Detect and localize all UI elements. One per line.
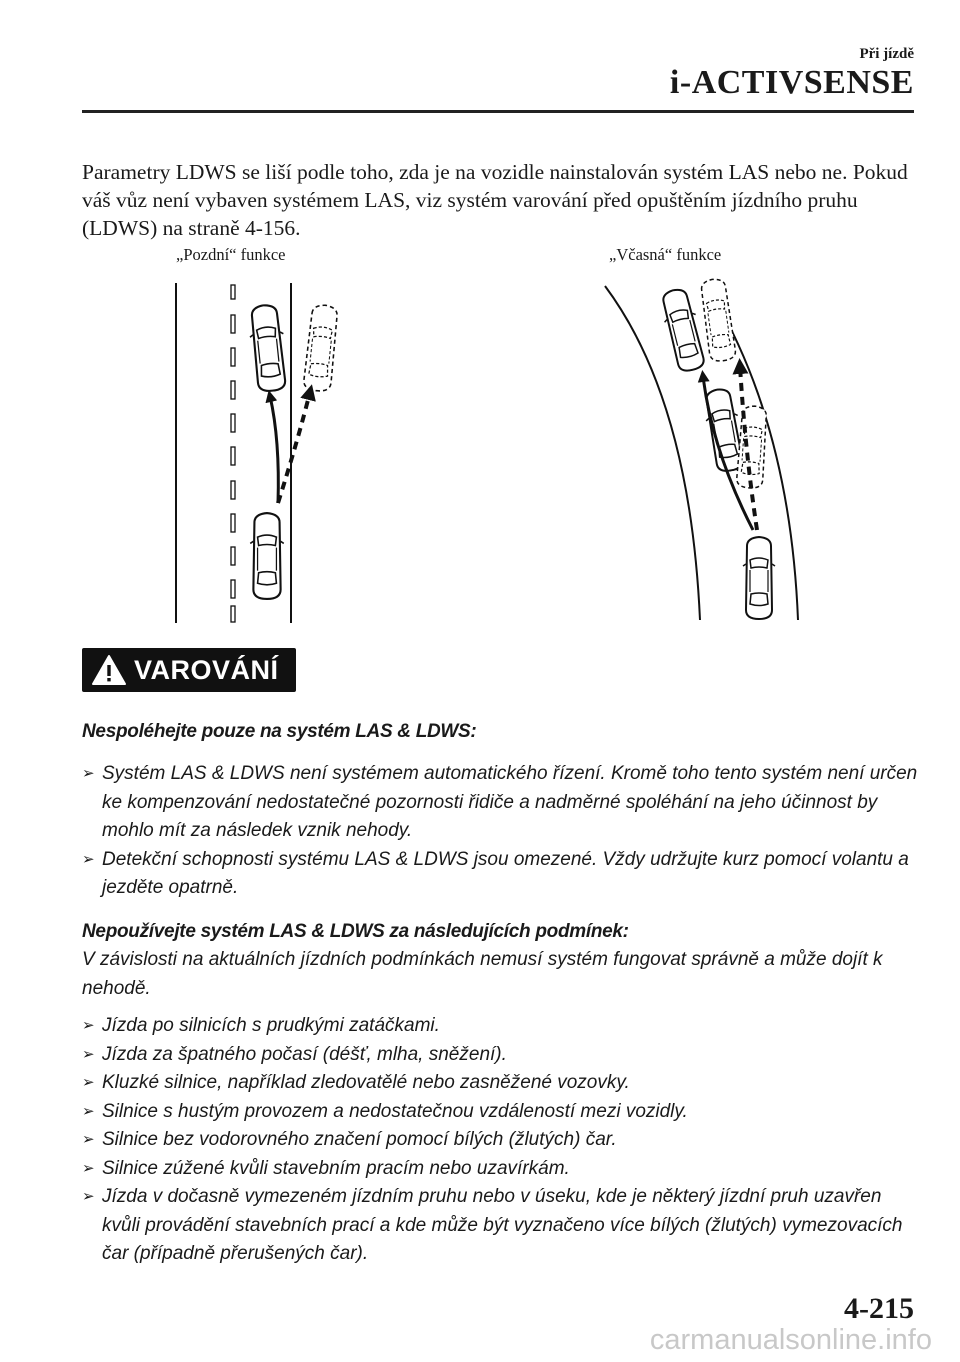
list-item: ➢ Silnice zúžené kvůli stavebním pracím nebo uzavírkám. bbox=[82, 1155, 922, 1184]
header-section: Při jízdě bbox=[859, 46, 914, 62]
car-right-top-solid bbox=[658, 286, 709, 373]
figure-label-early: „Včasná“ funkce bbox=[609, 245, 722, 264]
list-item: ➢ Detekční schopnosti systému LAS & LDWS jsou omezené. Vždy udržujte kurz pomocí volantu a jezděte opatrně. bbox=[82, 846, 922, 903]
list-item: ➢ Jízda po silnicích s prudkými zatáčkami. bbox=[82, 1012, 922, 1041]
warning-bullets-1 bbox=[82, 760, 922, 903]
lane-dashes bbox=[231, 285, 235, 622]
car-left-top-dashed bbox=[303, 304, 339, 392]
path-actual-left bbox=[270, 396, 278, 503]
watermark: carmanualsonline.info bbox=[649, 1324, 932, 1356]
path-projected-left bbox=[278, 392, 310, 503]
warning-heading-1: Nespoléhejte pouze na systém LAS & LDWS: bbox=[82, 721, 477, 742]
car-right-bottom bbox=[743, 537, 775, 619]
list-item: ➢ Silnice s hustým provozem a nedostatečnou vzdáleností mezi vozidly. bbox=[82, 1098, 922, 1127]
list-item: ➢ Kluzké silnice, například zledovatělé nebo zasněžené vozovky. bbox=[82, 1069, 922, 1098]
list-item: ➢ Jízda v dočasně vymezeném jízdním pruhu nebo v úseku, kde je některý jízdní pruh uzavřen kvůli provádění stavebních prací a kde může být vyznačeno více bílých (žlutých) vymezovacích čar (případně přerušených čar). bbox=[82, 1183, 922, 1269]
car-left-top-solid bbox=[247, 304, 289, 393]
warning-paragraph-2: V závislosti na aktuálních jízdních podmínkách nemusí systém fungovat správně a může dojít k nehodě. bbox=[82, 949, 883, 999]
warning-title: VAROVÁNÍ bbox=[134, 654, 279, 685]
intro-paragraph: Parametry LDWS se liší podle toho, zda je na vozidle nainstalován systém LAS nebo ne. Pokud váš vůz není vybaven systémem LAS, viz systém varování před opuštěním jízdního pruhu (LDWS) na straně 4-156. bbox=[82, 160, 908, 240]
warning-banner bbox=[82, 648, 296, 692]
figure-label-late: „Pozdní“ funkce bbox=[176, 245, 286, 264]
list-item: ➢ Jízda za špatného počasí (déšť, mlha, sněžení). bbox=[82, 1041, 922, 1070]
car-right-top-dashed bbox=[699, 278, 736, 363]
warning-triangle-icon bbox=[90, 653, 128, 687]
page-number: 4-215 bbox=[844, 1292, 914, 1325]
header-title: i-ACTIVSENSE bbox=[669, 64, 914, 101]
list-item: ➢ Systém LAS & LDWS není systémem automatického řízení. Kromě toho tento systém není určen ke kompenzování nedostatečné pozornosti řidiče a nadměrné spoléhání na jeho účinnost by mohlo mít za následek vznik nehody. bbox=[82, 760, 922, 846]
car-right-mid-dashed bbox=[736, 405, 768, 489]
list-item: ➢ Silnice bez vodorovného značení pomocí bílých (žlutých) čar. bbox=[82, 1126, 922, 1155]
warning-bullets-2 bbox=[82, 1012, 922, 1269]
lane-diagram bbox=[0, 0, 960, 640]
car-left-bottom bbox=[250, 513, 284, 599]
warning-heading-2: Nepoužívejte systém LAS & LDWS za následujících podmínek: bbox=[82, 921, 629, 942]
